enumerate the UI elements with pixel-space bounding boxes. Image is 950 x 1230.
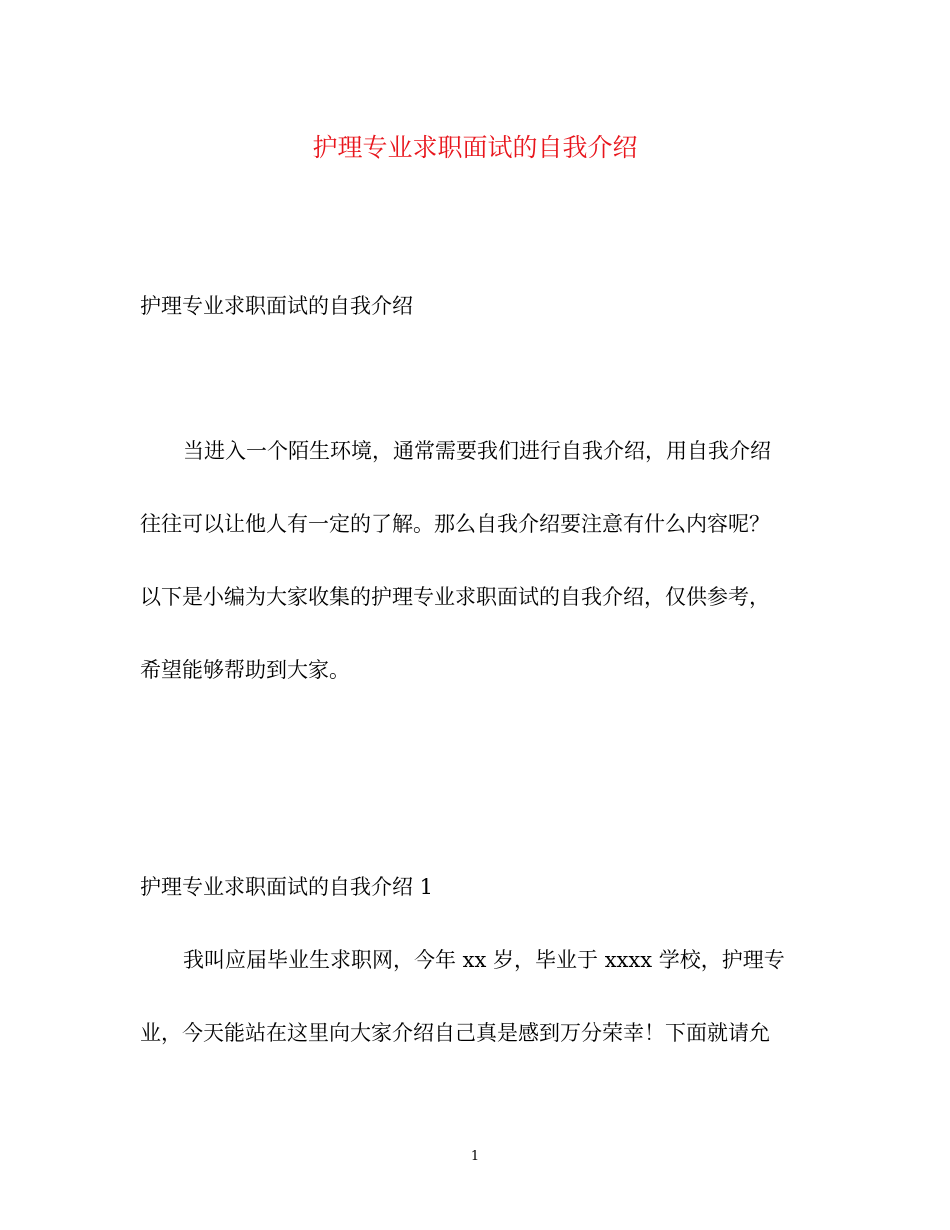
document-title: 护理专业求职面试的自我介绍 <box>312 133 638 162</box>
intro-line-1: 当进入一个陌生环境，通常需要我们进行自我介绍，用自我介绍 <box>183 439 771 463</box>
intro-line-4: 希望能够帮助到大家。 <box>140 658 350 682</box>
section-line-1: 我叫应届毕业生求职网，今年 xx 岁，毕业于 xxxx 学校，护理专 <box>183 948 785 972</box>
intro-line-3: 以下是小编为大家收集的护理专业求职面试的自我介绍，仅供参考， <box>140 585 770 609</box>
page-number: 1 <box>470 1149 480 1164</box>
section-line-2: 业，今天能站在这里向大家介绍自己真是感到万分荣幸！下面就请允 <box>140 1021 770 1045</box>
intro-line-2: 往往可以让他人有一定的了解。那么自我介绍要注意有什么内容呢？ <box>140 512 770 536</box>
section-heading: 护理专业求职面试的自我介绍 1 <box>140 875 434 899</box>
heading: 护理专业求职面试的自我介绍 <box>140 294 413 318</box>
